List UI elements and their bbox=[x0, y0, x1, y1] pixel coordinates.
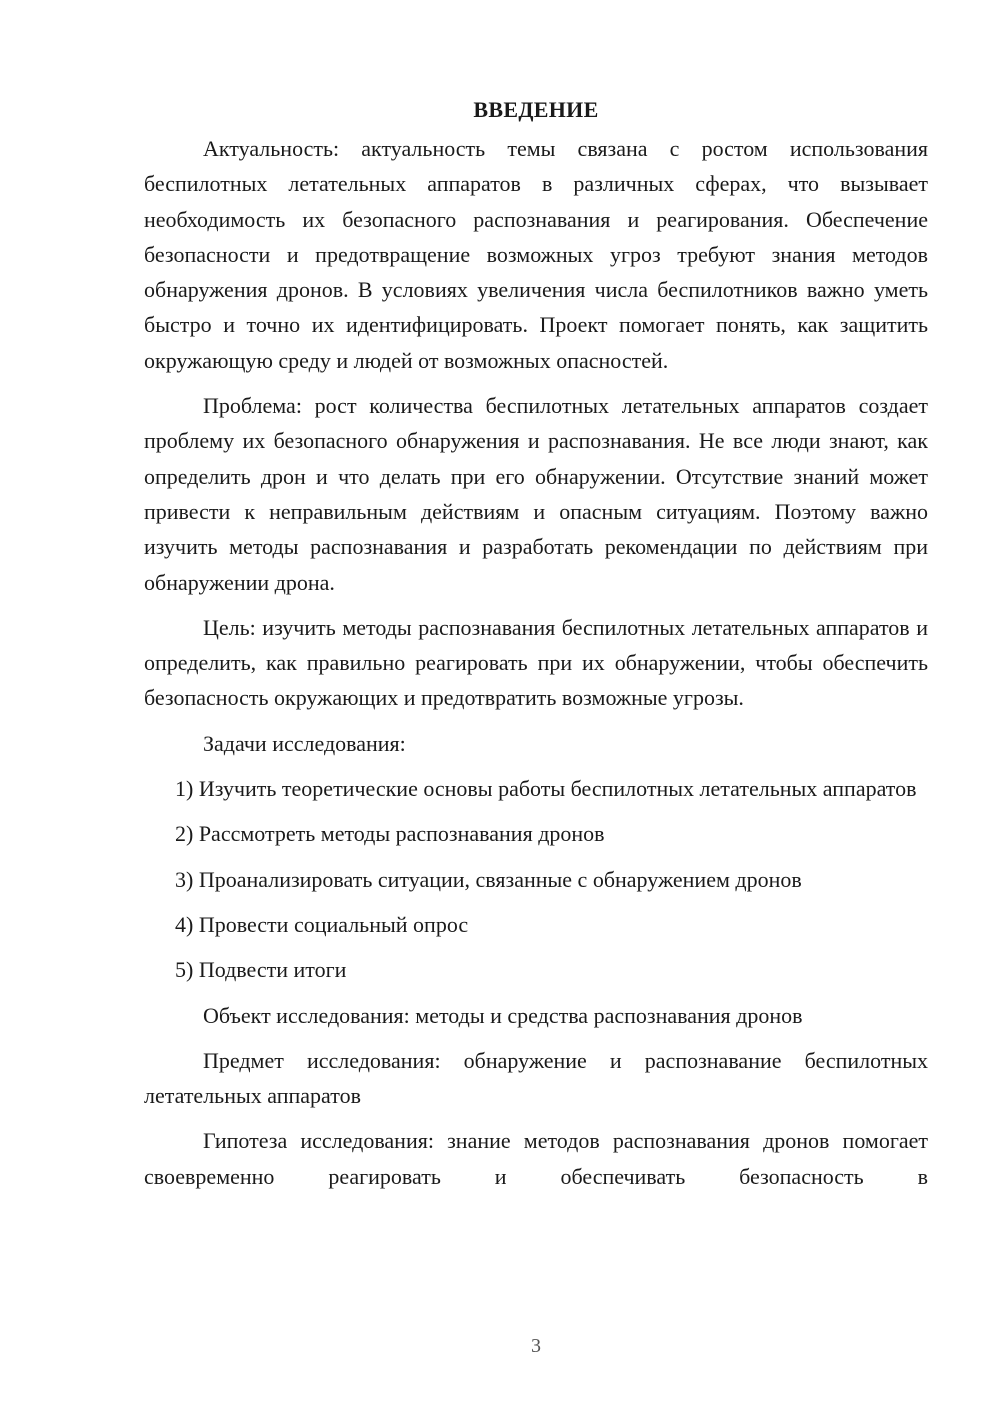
page-number: 3 bbox=[531, 1335, 541, 1357]
research-object: Объект исследования: методы и средства распознавания дронов bbox=[203, 1002, 803, 1028]
task-item-4: 4) Провести социальный опрос bbox=[175, 911, 469, 937]
goal-paragraph: Цель: изучить методы распознавания беспилотных летательных аппаратов и определить, как правильно реагировать при их обнаружении, чтобы обеспечить безопасность окружающих и предотвратить возможные угрозы. bbox=[144, 614, 928, 711]
research-subject: Предмет исследования: обнаружение и распознавание беспилотных летательных аппаратов bbox=[144, 1047, 928, 1109]
task-item-5: 5) Подвести итоги bbox=[175, 957, 347, 983]
problem-paragraph: Проблема: рост количества беспилотных летательных аппаратов создает проблему их безопасного обнаружения и распознавания. Не все люди знают, как определить дрон и что делать при его обнаружении. Отсутствие знаний может привести к неправильным действиям и опасным ситуациям. Поэтому важно изучить методы распознавания и разработать рекомендации по действиям при обнаружении дрона. bbox=[144, 393, 928, 595]
research-hypothesis: Гипотеза исследования: знание методов распознавания дронов помогает своевременно реагировать и обеспечивать безопасность в bbox=[144, 1128, 928, 1189]
page-content bbox=[144, 95, 928, 1204]
task-item-2: 2) Рассмотреть методы распознавания дронов bbox=[175, 821, 605, 847]
task-item-3: 3) Проанализировать ситуации, связанные с обнаружением дронов bbox=[175, 866, 802, 892]
task-item-1: 1) Изучить теоретические основы работы беспилотных летательных аппаратов bbox=[175, 776, 917, 802]
relevance-paragraph: Актуальность: актуальность темы связана с ростом использования беспилотных летательных аппаратов в различных сферах, что вызывает необходимость их безопасного распознавания и реагирования. Обеспечение безопасности и предотвращение возможных угроз требуют знания методов обнаружения дронов. В условиях увеличения числа беспилотников важно уметь быстро и точно их идентифицировать. Проект помогает понять, как защитить окружающую среду и людей от возможных опасностей. bbox=[144, 136, 928, 373]
tasks-heading: Задачи исследования: bbox=[203, 730, 406, 756]
section-title: ВВЕДЕНИЕ bbox=[473, 97, 599, 122]
